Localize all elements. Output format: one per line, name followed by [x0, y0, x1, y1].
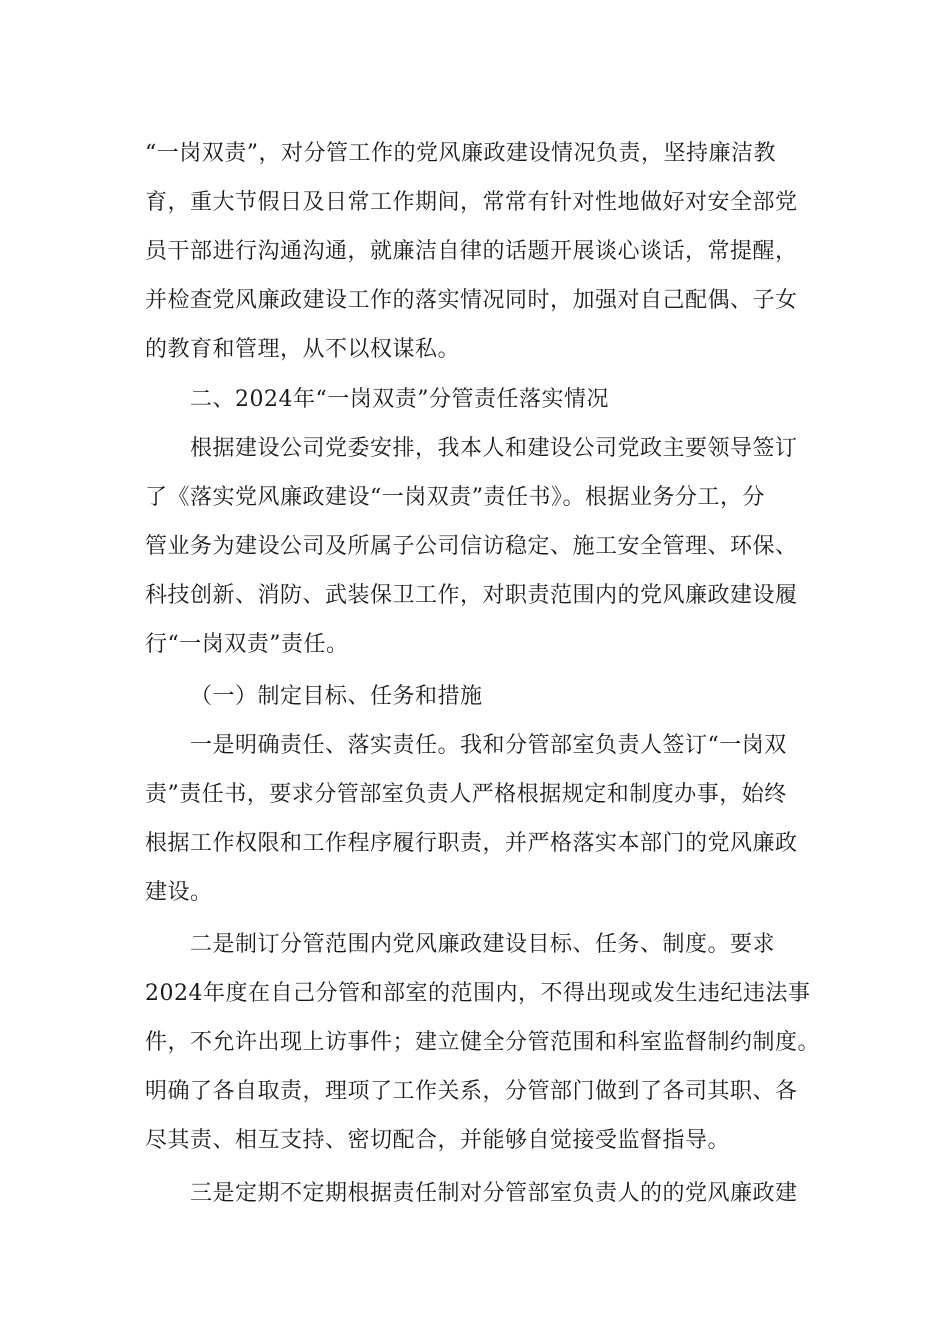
section-heading: 二、2024年“一岗双责”分管责任落实情况 — [190, 387, 609, 412]
text-line: 责”责任书，要求分管部室负责人严格根据规定和制度办事，始终 — [145, 782, 787, 807]
text-line: 尽其责、相互支持、密切配合，并能够自觉接受监督指导。 — [145, 1128, 731, 1153]
text-line: 员干部进行沟通沟通，就廉洁自律的话题开展谈心谈话，常提醒， — [145, 239, 798, 264]
text-line: 明确了各自取责，理项了工作关系，分管部门做到了各司其职、各 — [145, 1079, 798, 1104]
text-line: 一是明确责任、落实责任。我和分管部室负责人签订“一岗双 — [190, 733, 787, 758]
text-line: 管业务为建设公司及所属子公司信访稳定、施工安全管理、环保、 — [145, 534, 798, 559]
text-line: 科技创新、消防、武装保卫工作，对职责范围内的党风廉政建设履 — [145, 583, 798, 608]
text-line: 根据建设公司党委安排，我本人和建设公司党政主要领导签订 — [190, 436, 798, 461]
text-line: “一岗双责”，对分管工作的党风廉政建设情况负责，坚持廉洁教 — [145, 141, 776, 166]
text-line: 育，重大节假日及日常工作期间，常常有针对性地做好对安全部党 — [145, 190, 798, 215]
text-line: 了《落实党风廉政建设“一岗双责”责任书》。根据业务分工，分 — [145, 485, 765, 510]
subsection-heading: （一）制定目标、任务和措施 — [190, 684, 483, 709]
text-line: 根据工作权限和工作程序履行职责，并严格落实本部门的党风廉政 — [145, 831, 798, 856]
text-line: 2024年度在自己分管和部室的范围内，不得出现或发生违纪违法事 — [145, 981, 811, 1006]
text-line: 并检查党风廉政建设工作的落实情况同时，加强对自己配偶、子女 — [145, 288, 798, 313]
text-line: 件，不允许出现上访事件；建立健全分管范围和科室监督制约制度。 — [145, 1030, 821, 1055]
text-line: 建设。 — [145, 880, 213, 905]
text-line: 三是定期不定期根据责任制对分管部室负责人的的党风廉政建 — [190, 1181, 798, 1206]
text-line: 的教育和管理，从不以权谋私。 — [145, 337, 461, 362]
text-line: 二是制订分管范围内党风廉政建设目标、任务、制度。要求 — [190, 932, 776, 957]
text-line: 行“一岗双责”责任。 — [145, 632, 349, 657]
